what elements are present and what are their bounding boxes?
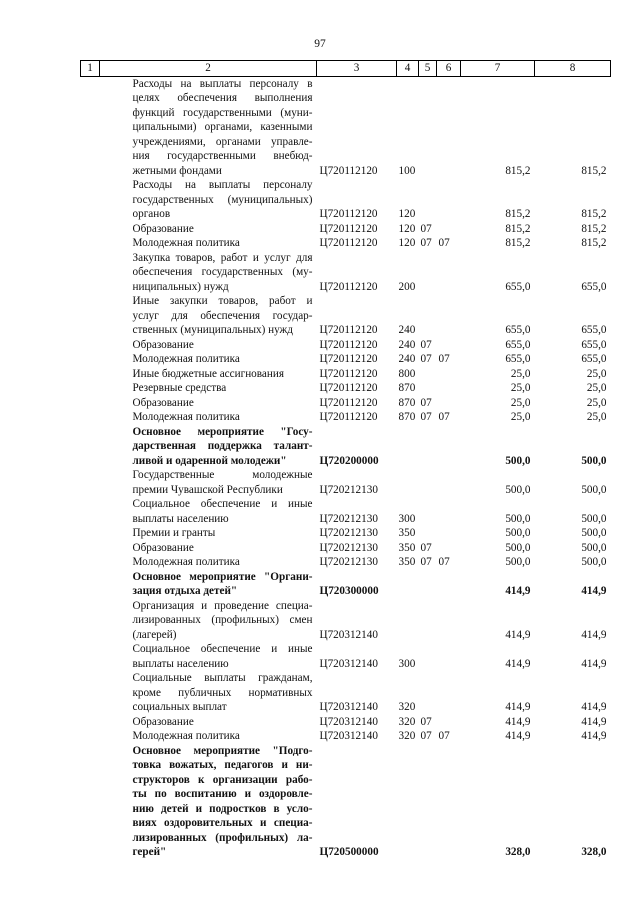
cell-target-article: Ц720300000 — [319, 585, 379, 597]
column-header-1: 1 — [81, 61, 100, 77]
table-row — [81, 396, 611, 411]
name-line: органов — [132, 208, 171, 220]
cell-amount-year-1: 655,0 — [505, 353, 531, 365]
cell-expense-type: 300 — [398, 657, 416, 670]
cell-name — [100, 178, 317, 222]
cell-name — [100, 729, 317, 744]
page-number: 97 — [314, 38, 326, 50]
cell-target-article: Ц720112120 — [319, 353, 378, 365]
cell-target-article: Ц720112120 — [319, 237, 378, 249]
table-row — [81, 526, 611, 541]
cell-target-article: Ц720312140 — [319, 715, 378, 728]
cell-section: 07 — [420, 353, 432, 365]
cell-subsection — [437, 367, 461, 382]
cell-subsection — [437, 381, 461, 396]
cell-amount-year-1: 655,0 — [505, 338, 531, 351]
column-header-5: 5 — [419, 61, 437, 77]
cell-name — [100, 396, 317, 411]
name-line: лизированных (профильных) ла- — [132, 831, 313, 844]
column-header-4: 4 — [397, 61, 419, 77]
cell-empty — [81, 222, 100, 237]
cell-expense-type: 800 — [398, 367, 416, 380]
cell-section: 07 — [420, 556, 432, 568]
cell-amount-year-1: 815,2 — [505, 237, 531, 249]
cell-empty — [81, 367, 100, 382]
cell-name — [100, 338, 317, 353]
cell-expense-type: 300 — [398, 512, 416, 525]
cell-expense-type: 320 — [398, 730, 416, 742]
name-line: социальных выплат — [132, 701, 227, 713]
name-line: Расходы на выплаты персоналу в — [132, 77, 313, 90]
table-row — [81, 338, 611, 353]
cell-empty — [81, 76, 100, 178]
cell-expense-type: 240 — [398, 338, 416, 351]
table-row — [81, 222, 611, 237]
cell-amount-year-1: 500,0 — [505, 454, 531, 467]
cell-target-article: Ц720212130 — [319, 512, 378, 525]
cell-amount-year-2: 815,2 — [581, 164, 607, 177]
cell-amount-year-2: 25,0 — [586, 411, 607, 423]
table-row — [81, 425, 611, 469]
cell-expense-type: 120 — [398, 208, 416, 220]
cell-amount-year-2: 414,9 — [581, 585, 607, 597]
cell-target-article: Ц720500000 — [319, 846, 379, 858]
cell-expense-type — [397, 744, 419, 860]
cell-amount-year-1: 25,0 — [510, 396, 531, 409]
name-line: Организация и проведение специа- — [132, 599, 313, 612]
cell-section — [419, 251, 437, 295]
cell-target-article: Ц720112120 — [319, 338, 378, 351]
cell-subsection: 07 — [438, 556, 450, 568]
name-line: (лагерей) — [132, 628, 177, 641]
cell-empty — [81, 671, 100, 715]
cell-amount-year-1: 414,9 — [505, 585, 531, 597]
cell-section — [419, 526, 437, 541]
cell-empty — [81, 425, 100, 469]
cell-expense-type — [397, 570, 419, 599]
cell-expense-type: 350 — [398, 556, 416, 568]
cell-section — [419, 468, 437, 497]
cell-expense-type: 100 — [398, 164, 416, 177]
cell-amount-year-2: 655,0 — [581, 280, 607, 293]
name-line: ты по воспитанию и оздоровле- — [132, 788, 313, 800]
cell-name — [100, 526, 317, 541]
name-line: Иные бюджетные ассигнования — [132, 367, 284, 380]
cell-target-article: Ц720312140 — [319, 701, 378, 713]
table-row — [81, 468, 611, 497]
cell-amount-year-2: 25,0 — [586, 367, 607, 380]
name-line: Социальное обеспечение и иные — [132, 643, 313, 655]
name-line: Молодежная политика — [132, 411, 240, 423]
cell-target-article: Ц720112120 — [319, 164, 378, 177]
name-line: Социальное обеспечение и иные — [132, 498, 313, 510]
cell-subsection: 07 — [438, 353, 450, 365]
cell-subsection — [437, 425, 461, 469]
cell-empty — [81, 526, 100, 541]
table-row — [81, 729, 611, 744]
cell-subsection — [437, 76, 461, 178]
table-row — [81, 76, 611, 178]
cell-name — [100, 599, 317, 643]
cell-subsection — [437, 251, 461, 295]
name-line: Закупка товаров, работ и услуг для — [132, 251, 313, 264]
name-line: лизированных (профильных) смен — [132, 614, 313, 626]
table-row — [81, 715, 611, 730]
cell-amount-year-1: 815,2 — [505, 222, 531, 235]
name-line: Социальные выплаты гражданам, — [132, 672, 313, 684]
name-line: Образование — [132, 338, 194, 351]
name-line: нию детей и подростков в усло- — [132, 802, 313, 815]
cell-expense-type — [397, 425, 419, 469]
table-row — [81, 599, 611, 643]
cell-amount-year-2: 815,2 — [581, 237, 607, 249]
name-line: ния государственными внебюд- — [132, 150, 313, 162]
cell-section: 07 — [420, 222, 432, 235]
table-row — [81, 294, 611, 338]
cell-expense-type: 350 — [398, 541, 416, 554]
cell-amount-year-1: 414,9 — [505, 701, 531, 713]
cell-amount-year-1: 328,0 — [505, 846, 531, 858]
cell-name — [100, 76, 317, 178]
cell-subsection — [437, 338, 461, 353]
name-line: премии Чувашской Республики — [132, 483, 283, 496]
cell-amount-year-2: 815,2 — [581, 222, 607, 235]
cell-empty — [81, 729, 100, 744]
cell-amount-year-1: 655,0 — [505, 280, 531, 293]
cell-section: 07 — [420, 396, 432, 409]
cell-section — [419, 570, 437, 599]
name-line: государственных (муниципальных) — [132, 193, 313, 206]
cell-empty — [81, 599, 100, 643]
cell-target-article: Ц720200000 — [319, 454, 379, 467]
cell-empty — [81, 381, 100, 396]
name-line: ливой и одаренной молодежи" — [132, 454, 287, 467]
cell-target-article: Ц720212130 — [319, 556, 378, 568]
cell-section — [419, 294, 437, 338]
cell-name — [100, 497, 317, 526]
cell-name — [100, 468, 317, 497]
cell-subsection — [437, 671, 461, 715]
name-line: Премии и гранты — [132, 527, 216, 539]
cell-expense-type: 120 — [398, 237, 416, 249]
cell-amount-year-1: 500,0 — [505, 556, 531, 568]
cell-subsection — [437, 642, 461, 671]
name-line: Молодежная политика — [132, 730, 240, 742]
column-header-2: 2 — [100, 61, 317, 77]
cell-amount-year-2: 414,9 — [581, 701, 607, 713]
column-header-6: 6 — [437, 61, 461, 77]
name-line: зация отдыха детей" — [132, 585, 238, 597]
name-line: учреждениями, органами управле- — [132, 135, 313, 148]
cell-empty — [81, 338, 100, 353]
name-line: Образование — [132, 222, 194, 235]
column-header-8: 8 — [535, 61, 611, 77]
cell-expense-type: 240 — [398, 324, 416, 336]
table-row — [81, 555, 611, 570]
cell-name — [100, 294, 317, 338]
cell-empty — [81, 555, 100, 570]
cell-section — [419, 425, 437, 469]
cell-expense-type: 320 — [398, 715, 416, 728]
cell-target-article: Ц720312140 — [319, 657, 378, 670]
cell-section: 07 — [420, 541, 432, 554]
name-line: Основное мероприятие "Госу- — [132, 425, 313, 438]
cell-expense-type: 870 — [398, 396, 416, 409]
cell-empty — [81, 396, 100, 411]
cell-amount-year-2: 414,9 — [581, 628, 607, 641]
cell-expense-type: 200 — [398, 280, 416, 293]
cell-empty — [81, 570, 100, 599]
cell-target-article: Ц720112120 — [319, 367, 378, 380]
cell-section — [419, 367, 437, 382]
cell-empty — [81, 468, 100, 497]
cell-expense-type: 320 — [398, 701, 416, 713]
cell-expense-type — [397, 599, 419, 643]
name-line: Молодежная политика — [132, 237, 240, 249]
cell-subsection: 07 — [438, 411, 450, 423]
cell-name — [100, 236, 317, 251]
cell-amount-year-1: 500,0 — [505, 512, 531, 525]
cell-name — [100, 352, 317, 367]
cell-subsection — [437, 294, 461, 338]
cell-empty — [81, 642, 100, 671]
table-row — [81, 671, 611, 715]
name-line: ципальными) органами, казенными — [132, 121, 313, 133]
cell-section — [419, 671, 437, 715]
cell-amount-year-2: 25,0 — [586, 396, 607, 409]
cell-empty — [81, 251, 100, 295]
cell-target-article: Ц720112120 — [319, 222, 378, 235]
name-line: Образование — [132, 541, 194, 554]
cell-amount-year-1: 25,0 — [510, 411, 531, 423]
cell-target-article: Ц720212130 — [319, 527, 378, 539]
cell-section — [419, 178, 437, 222]
cell-amount-year-1: 414,9 — [505, 715, 531, 728]
cell-expense-type: 870 — [398, 411, 416, 423]
cell-expense-type — [397, 468, 419, 497]
cell-expense-type: 870 — [398, 382, 416, 394]
name-line: Образование — [132, 715, 194, 728]
cell-empty — [81, 410, 100, 425]
cell-target-article: Ц720112120 — [319, 411, 378, 423]
cell-amount-year-2: 500,0 — [581, 512, 607, 525]
cell-subsection — [437, 497, 461, 526]
name-line: Молодежная политика — [132, 556, 240, 568]
cell-name — [100, 251, 317, 295]
cell-amount-year-2: 500,0 — [581, 527, 607, 539]
cell-section: 07 — [420, 338, 432, 351]
name-line: Образование — [132, 396, 194, 409]
cell-section — [419, 497, 437, 526]
cell-name — [100, 367, 317, 382]
name-line: Резервные средства — [132, 382, 227, 394]
cell-target-article: Ц720212130 — [319, 483, 378, 496]
name-line: виях оздоровительных и специа- — [132, 817, 313, 829]
name-line: целях обеспечения выполнения — [132, 92, 313, 104]
cell-empty — [81, 744, 100, 860]
cell-section — [419, 76, 437, 178]
cell-subsection — [437, 570, 461, 599]
cell-name — [100, 425, 317, 469]
cell-amount-year-2: 655,0 — [581, 324, 607, 336]
name-line: Государственные молодежные — [132, 469, 313, 481]
table-row — [81, 642, 611, 671]
name-line: жетными фондами — [132, 164, 222, 177]
cell-section: 07 — [420, 715, 432, 728]
name-line: дарственная поддержка талант- — [132, 440, 313, 452]
cell-target-article: Ц720112120 — [319, 324, 378, 336]
cell-subsection — [437, 715, 461, 730]
name-line: выплаты населению — [132, 657, 229, 670]
cell-amount-year-2: 500,0 — [581, 483, 607, 496]
cell-expense-type: 120 — [398, 222, 416, 235]
cell-amount-year-1: 655,0 — [505, 324, 531, 336]
cell-amount-year-2: 655,0 — [581, 338, 607, 351]
name-line: товка вожатых, педагогов и ни- — [132, 759, 313, 771]
cell-section — [419, 744, 437, 860]
name-line: Расходы на выплаты персоналу — [132, 179, 313, 191]
cell-target-article: Ц720312140 — [319, 628, 378, 641]
column-header-7: 7 — [461, 61, 535, 77]
cell-subsection — [437, 541, 461, 556]
table-row — [81, 410, 611, 425]
cell-amount-year-1: 414,9 — [505, 628, 531, 641]
cell-amount-year-2: 414,9 — [581, 730, 607, 742]
table-row — [81, 236, 611, 251]
cell-section: 07 — [420, 237, 432, 249]
cell-subsection — [437, 396, 461, 411]
name-line: функций государственными (муни- — [132, 106, 313, 119]
table-row — [81, 367, 611, 382]
cell-empty — [81, 541, 100, 556]
table-row — [81, 381, 611, 396]
cell-section — [419, 642, 437, 671]
cell-name — [100, 381, 317, 396]
cell-amount-year-1: 500,0 — [505, 527, 531, 539]
table-row — [81, 541, 611, 556]
name-line: Иные закупки товаров, работ и — [132, 295, 313, 307]
table-row — [81, 251, 611, 295]
cell-amount-year-1: 414,9 — [505, 730, 531, 742]
cell-subsection — [437, 178, 461, 222]
cell-subsection: 07 — [438, 730, 450, 742]
cell-amount-year-2: 328,0 — [581, 846, 607, 858]
cell-name — [100, 642, 317, 671]
cell-target-article: Ц720312140 — [319, 730, 378, 742]
name-line: выплаты населению — [132, 512, 229, 525]
cell-empty — [81, 178, 100, 222]
cell-section: 07 — [420, 730, 432, 742]
cell-name — [100, 410, 317, 425]
name-line: услуг для обеспечения государ- — [132, 309, 313, 322]
cell-amount-year-2: 500,0 — [581, 556, 607, 568]
name-line: ственных (муниципальных) нужд — [132, 324, 293, 336]
cell-subsection — [437, 468, 461, 497]
cell-section — [419, 381, 437, 396]
cell-subsection: 07 — [438, 237, 450, 249]
cell-subsection — [437, 744, 461, 860]
cell-amount-year-2: 500,0 — [581, 541, 607, 554]
cell-amount-year-1: 815,2 — [505, 208, 531, 220]
name-line: структоров к организации рабо- — [132, 773, 313, 786]
cell-amount-year-1: 25,0 — [510, 367, 531, 380]
cell-amount-year-1: 500,0 — [505, 483, 531, 496]
cell-amount-year-2: 414,9 — [581, 715, 607, 728]
table-row — [81, 497, 611, 526]
name-line: ниципальных) нужд — [132, 280, 229, 293]
cell-name — [100, 222, 317, 237]
cell-amount-year-2: 815,2 — [581, 208, 607, 220]
name-line: Основное мероприятие "Органи- — [132, 570, 313, 583]
cell-amount-year-2: 25,0 — [586, 382, 607, 394]
cell-amount-year-1: 25,0 — [510, 382, 531, 394]
cell-empty — [81, 497, 100, 526]
cell-empty — [81, 294, 100, 338]
cell-section: 07 — [420, 411, 432, 423]
column-header-3: 3 — [317, 61, 397, 77]
table-row — [81, 744, 611, 860]
cell-name — [100, 744, 317, 860]
cell-empty — [81, 715, 100, 730]
name-line: кроме публичных нормативных — [132, 686, 313, 699]
cell-subsection — [437, 526, 461, 541]
name-line: Молодежная политика — [132, 353, 240, 365]
cell-expense-type: 240 — [398, 353, 416, 365]
name-line: Основное мероприятие "Подго- — [132, 744, 313, 757]
cell-section — [419, 599, 437, 643]
cell-name — [100, 570, 317, 599]
table-row — [81, 178, 611, 222]
cell-target-article: Ц720112120 — [319, 396, 378, 409]
cell-name — [100, 671, 317, 715]
table-row — [81, 570, 611, 599]
name-line: обеспечения государственных (му- — [132, 266, 313, 278]
cell-empty — [81, 352, 100, 367]
cell-subsection — [437, 222, 461, 237]
cell-name — [100, 555, 317, 570]
cell-amount-year-2: 655,0 — [581, 353, 607, 365]
column-number-header — [81, 61, 611, 77]
cell-amount-year-1: 500,0 — [505, 541, 531, 554]
cell-name — [100, 715, 317, 730]
cell-target-article: Ц720112120 — [319, 208, 378, 220]
cell-target-article: Ц720112120 — [319, 280, 378, 293]
cell-amount-year-1: 414,9 — [505, 657, 531, 670]
cell-amount-year-1: 815,2 — [505, 164, 531, 177]
table-row — [81, 352, 611, 367]
budget-table — [80, 60, 611, 860]
cell-name — [100, 541, 317, 556]
cell-target-article: Ц720212130 — [319, 541, 378, 554]
cell-target-article: Ц720112120 — [319, 382, 378, 394]
cell-amount-year-2: 414,9 — [581, 657, 607, 670]
cell-expense-type: 350 — [398, 527, 416, 539]
name-line: герей" — [132, 846, 167, 858]
cell-subsection — [437, 599, 461, 643]
cell-amount-year-2: 500,0 — [581, 454, 607, 467]
cell-empty — [81, 236, 100, 251]
